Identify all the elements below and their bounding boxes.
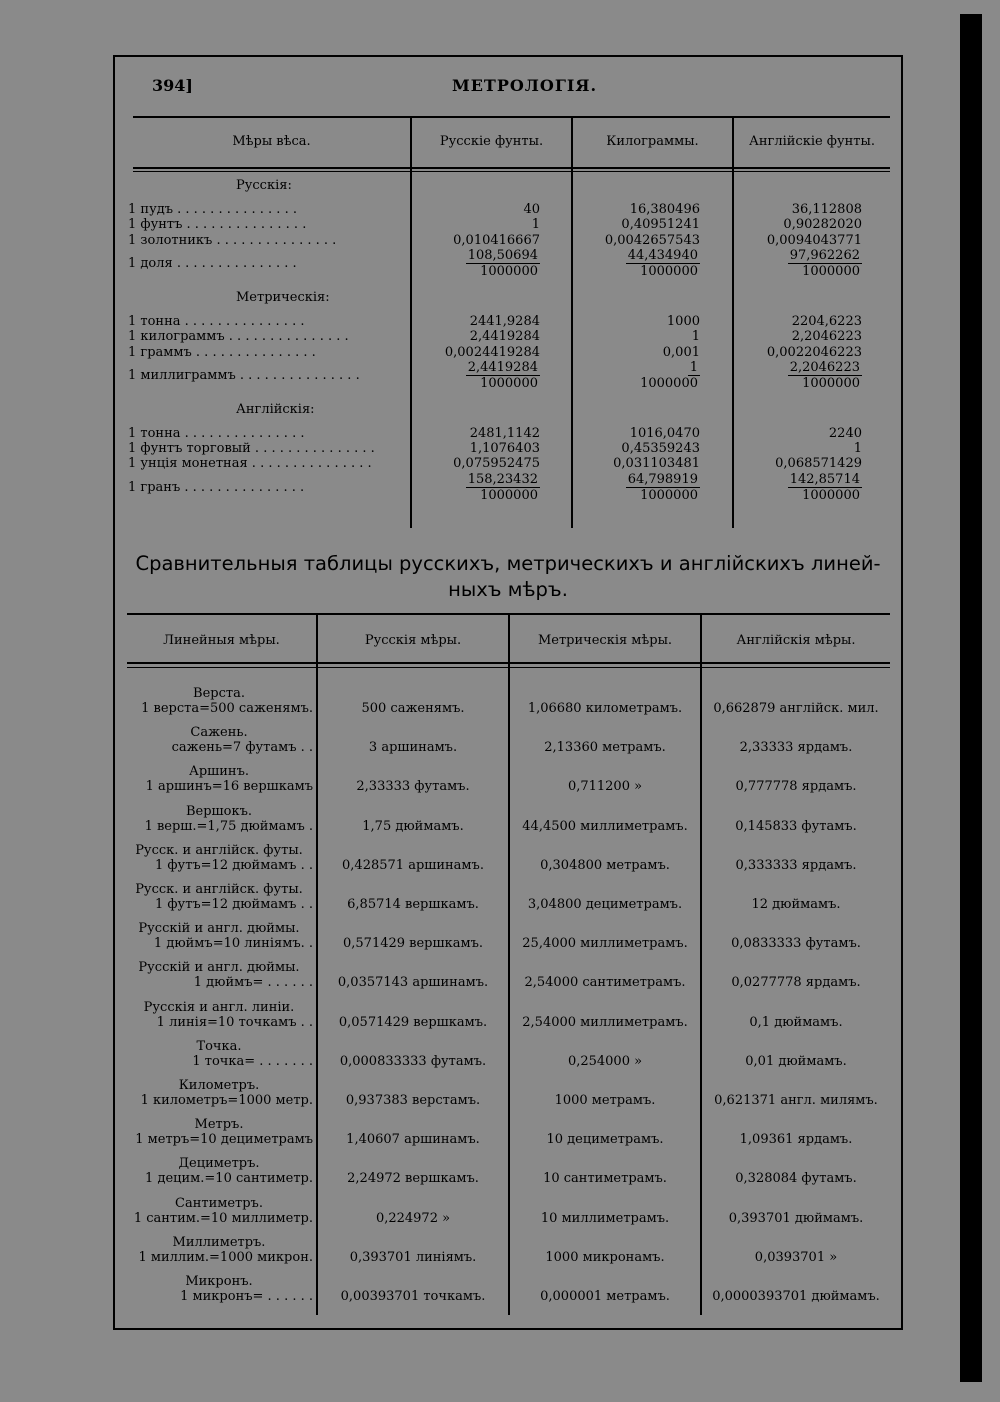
cell-value: 1 <box>691 329 700 345</box>
english-value: 0,333333 ярдамъ. <box>735 858 857 873</box>
measure-definition: 1 футъ=12 дюймамъ . . <box>154 897 313 912</box>
cell-value: 1016,0470 <box>629 425 700 441</box>
measure-name: Русскій и англ. дюймы. <box>138 960 300 975</box>
russian-value: 0,224972 » <box>375 1211 451 1226</box>
measure-name: Метръ. <box>194 1117 244 1132</box>
russian-value: 3 аршинамъ. <box>368 740 458 755</box>
cell-value: 0,40951241 <box>621 217 700 233</box>
cell-value: 0,075952475 <box>453 456 540 472</box>
cell-value: 16,380496 <box>629 202 700 217</box>
measure-name: Русскія и англ. линіи. <box>143 1000 295 1015</box>
linear-col-header-metric: Метрическія мѣры. <box>537 633 673 648</box>
linear-table-title-line2: ныхъ мѣръ. <box>448 578 568 601</box>
weights-col-header-kilograms: Килограммы. <box>606 134 699 149</box>
cell-value: 40 <box>523 202 540 217</box>
linear-col-divider-3 <box>700 615 702 1315</box>
english-value: 0,0393701 » <box>754 1250 838 1265</box>
metric-value: 1,06680 километрамъ. <box>527 701 683 716</box>
english-value: 0,621371 англ. милямъ. <box>714 1093 878 1108</box>
measure-name: Русск. и англійск. футы. <box>135 843 303 858</box>
cell-value: 2204,6223 <box>791 313 862 329</box>
fraction-denominator: 1000000 <box>802 263 860 279</box>
measure-definition: 1 миллим.=1000 микрон. <box>138 1250 313 1265</box>
measure-name: Дециметръ. <box>178 1156 260 1171</box>
cell-value: 2240 <box>828 425 862 441</box>
fraction-denominator: 1000000 <box>640 375 698 391</box>
measure-name: Микронъ. <box>185 1274 253 1289</box>
fraction-numerator: 97,962262 <box>789 247 860 263</box>
fraction-denominator: 1000000 <box>480 375 538 391</box>
metric-value: 0,254000 » <box>567 1054 643 1069</box>
measure-definition: 1 метръ=10 дециметрамъ <box>135 1132 313 1147</box>
measure-definition: 1 децим.=10 сантиметр. <box>145 1171 313 1186</box>
fraction-numerator: 44,434940 <box>627 247 698 263</box>
fraction-value <box>390 472 540 504</box>
fraction-denominator: 1000000 <box>802 487 860 503</box>
row-label: 1 граммъ . . . . . . . . . . . . . . . <box>128 344 316 360</box>
measure-definition: 1 сантим.=10 миллиметр. <box>133 1211 313 1226</box>
english-value: 0,328084 футамъ. <box>735 1171 857 1186</box>
fraction-value <box>712 472 862 504</box>
metric-value: 1000 микронамъ. <box>545 1250 665 1265</box>
cell-value: 0,010416667 <box>453 232 540 248</box>
metric-value: 10 дециметрамъ. <box>546 1132 664 1147</box>
fraction-numerator: 142,85714 <box>789 471 860 487</box>
fraction-value <box>550 472 700 504</box>
row-label: 1 тонна . . . . . . . . . . . . . . . <box>128 313 305 329</box>
cell-value: 2441,9284 <box>469 313 540 329</box>
metric-value: 10 миллиметрамъ. <box>540 1211 670 1226</box>
russian-value: 0,937383 верстамъ. <box>345 1093 481 1108</box>
measure-definition: 1 точка= . . . . . . . <box>192 1054 313 1069</box>
weights-col-header-russian-pounds: Русскіе фунты. <box>439 134 544 149</box>
running-title: МЕТРОЛОГІЯ. <box>452 76 598 95</box>
english-value: 0,662879 англійск. мил. <box>713 701 879 716</box>
weights-col-header-measure: Мѣры вѣса. <box>232 134 311 149</box>
fraction-numerator: 158,23432 <box>467 471 538 487</box>
measure-definition: 1 верш.=1,75 дюймамъ . <box>144 819 313 834</box>
russian-value: 2,33333 футамъ. <box>356 779 470 794</box>
fraction-denominator: 1000000 <box>802 375 860 391</box>
cell-value: 2,2046223 <box>791 329 862 345</box>
measure-name: Точка. <box>196 1039 242 1054</box>
fraction-value <box>390 360 540 392</box>
measure-name: Русскій и англ. дюймы. <box>138 921 300 936</box>
russian-value: 500 саженямъ. <box>361 701 465 716</box>
fraction-numerator: 2,4419284 <box>467 359 538 375</box>
russian-value: 2,24972 вершкамъ. <box>347 1171 479 1186</box>
linear-col-header-russian: Русскія мѣры. <box>364 633 462 648</box>
fraction-value <box>550 360 700 392</box>
english-value: 0,0277778 ярдамъ. <box>731 975 861 990</box>
russian-value: 0,571429 вершкамъ. <box>343 936 483 951</box>
linear-col-header-english: Англійскія мѣры. <box>736 633 856 648</box>
measure-name: Километръ. <box>178 1078 260 1093</box>
english-value: 12 дюймамъ. <box>751 897 841 912</box>
cell-value: 0,068571429 <box>775 456 862 472</box>
fraction-numerator: 108,50694 <box>467 247 538 263</box>
english-value: 1,09361 ярдамъ. <box>739 1132 853 1147</box>
cell-value: 0,0022046223 <box>766 344 862 360</box>
row-label: 1 миллиграммъ . . . . . . . . . . . . . . . <box>128 367 360 383</box>
cell-value: 0,0024419284 <box>444 344 540 360</box>
cell-value: 0,001 <box>662 344 700 360</box>
scan-edge-bar <box>960 14 982 1382</box>
row-label: 1 килограммъ . . . . . . . . . . . . . . . <box>128 329 349 345</box>
english-value: 0,0833333 футамъ. <box>731 936 861 951</box>
cell-value: 1 <box>531 217 540 233</box>
metric-value: 44,4500 миллиметрамъ. <box>522 819 688 834</box>
measure-definition: 1 футъ=12 дюймамъ . . <box>154 858 313 873</box>
metric-value: 25,4000 миллиметрамъ. <box>522 936 688 951</box>
linear-table-title-line1: Сравнительныя таблицы русскихъ, метрическихъ и англійскихъ линей- <box>135 552 881 575</box>
english-value: 2,33333 ярдамъ. <box>739 740 853 755</box>
row-label: 1 пудъ . . . . . . . . . . . . . . . <box>128 202 297 217</box>
russian-value: 0,0571429 вершкамъ. <box>338 1015 488 1030</box>
measure-definition: 1 верста=500 саженямъ. <box>141 701 313 716</box>
measure-definition: 1 дюймъ=10 линіямъ. . <box>153 936 313 951</box>
metric-value: 0,000001 метрамъ. <box>540 1289 670 1304</box>
row-label: 1 фунтъ торговый . . . . . . . . . . . . . . . <box>128 441 375 457</box>
row-label: 1 золотникъ . . . . . . . . . . . . . . . <box>128 232 337 248</box>
metric-value: 0,304800 метрамъ. <box>540 858 670 873</box>
group-title: Англійскія: <box>236 401 315 417</box>
fraction-denominator: 1000000 <box>640 263 698 279</box>
cell-value: 1000 <box>666 313 700 329</box>
cell-value: 0,031103481 <box>613 456 700 472</box>
fraction-denominator: 1000000 <box>480 487 538 503</box>
russian-value: 0,393701 линіямъ. <box>349 1250 477 1265</box>
row-label: 1 гранъ . . . . . . . . . . . . . . . <box>128 479 305 495</box>
cell-value: 0,0042657543 <box>604 232 700 248</box>
weights-header-rule-2 <box>133 171 890 172</box>
english-value: 0,145833 футамъ. <box>735 819 857 834</box>
fraction-value <box>712 360 862 392</box>
measure-definition: 1 километръ=1000 метр. <box>140 1093 313 1108</box>
measure-name: Сажень. <box>190 725 248 740</box>
fraction-denominator: 1000000 <box>480 263 538 279</box>
cell-value: 1,1076403 <box>469 441 540 457</box>
cell-value: 1 <box>853 441 862 457</box>
measure-name: Русск. и англійск. футы. <box>135 882 303 897</box>
measure-definition: 1 линія=10 точкамъ . . <box>156 1015 313 1030</box>
fraction-numerator: 1 <box>689 359 698 375</box>
group-title: Русскія: <box>236 178 292 193</box>
group-title: Метрическія: <box>236 289 330 305</box>
russian-value: 0,0357143 аршинамъ. <box>337 975 489 990</box>
russian-value: 1,40607 аршинамъ. <box>346 1132 480 1147</box>
english-value: 0,0000393701 дюймамъ. <box>712 1289 880 1304</box>
measure-definition: сажень=7 футамъ . . <box>171 740 313 755</box>
fraction-numerator: 2,2046223 <box>789 359 860 375</box>
cell-value: 36,112808 <box>791 202 862 217</box>
english-value: 0,393701 дюймамъ. <box>728 1211 864 1226</box>
page-number: 394] <box>152 76 193 95</box>
cell-value: 2,4419284 <box>469 329 540 345</box>
english-value: 0,1 дюймамъ. <box>749 1015 843 1030</box>
measure-name: Аршинъ. <box>189 764 249 779</box>
fraction-value <box>550 248 700 280</box>
linear-col-divider-2 <box>508 615 510 1315</box>
weights-table-top-rule <box>133 116 890 118</box>
metric-value: 2,54000 сантиметрамъ. <box>524 975 686 990</box>
metric-value: 2,13360 метрамъ. <box>544 740 666 755</box>
russian-value: 1,75 дюймамъ. <box>362 819 464 834</box>
measure-name: Миллиметръ. <box>172 1235 266 1250</box>
row-label: 1 доля . . . . . . . . . . . . . . . <box>128 255 297 271</box>
linear-col-header-measure: Линейныя мѣры. <box>163 633 280 648</box>
fraction-denominator: 1000000 <box>640 487 698 503</box>
row-label: 1 тонна . . . . . . . . . . . . . . . <box>128 425 305 441</box>
linear-col-divider-1 <box>316 615 318 1315</box>
fraction-value <box>390 248 540 280</box>
english-value: 0,01 дюймамъ. <box>745 1054 847 1069</box>
english-value: 0,777778 ярдамъ. <box>735 779 857 794</box>
weights-header-rule <box>133 167 890 169</box>
fraction-value <box>712 248 862 280</box>
cell-value: 0,45359243 <box>621 441 700 457</box>
measure-definition: 1 микронъ= . . . . . . <box>180 1289 313 1304</box>
russian-value: 0,428571 аршинамъ. <box>342 858 484 873</box>
metric-value: 10 сантиметрамъ. <box>543 1171 667 1186</box>
weights-col-header-english-pounds: Англійскіе фунты. <box>749 134 875 149</box>
metric-value: 1000 метрамъ. <box>554 1093 656 1108</box>
measure-definition: 1 дюймъ= . . . . . . <box>193 975 313 990</box>
metric-value: 0,711200 » <box>567 779 643 794</box>
cell-value: 2481,1142 <box>469 425 540 441</box>
cell-value: 0,0094043771 <box>766 232 862 248</box>
measure-name: Верста. <box>193 686 245 701</box>
metric-value: 2,54000 миллиметрамъ. <box>522 1015 688 1030</box>
cell-value: 0,90282020 <box>783 217 862 233</box>
metric-value: 3,04800 дециметрамъ. <box>527 897 683 912</box>
row-label: 1 фунтъ . . . . . . . . . . . . . . . <box>128 217 307 233</box>
russian-value: 0,00393701 точкамъ. <box>340 1289 486 1304</box>
fraction-numerator: 64,798919 <box>627 471 698 487</box>
russian-value: 0,000833333 футамъ. <box>339 1054 487 1069</box>
measure-name: Сантиметръ. <box>175 1196 263 1211</box>
measure-name: Вершокъ. <box>185 804 252 819</box>
row-label: 1 унція монетная . . . . . . . . . . . . . . . <box>128 456 372 472</box>
russian-value: 6,85714 вершкамъ. <box>347 897 479 912</box>
measure-definition: 1 аршинъ=16 вершкамъ <box>145 779 313 794</box>
